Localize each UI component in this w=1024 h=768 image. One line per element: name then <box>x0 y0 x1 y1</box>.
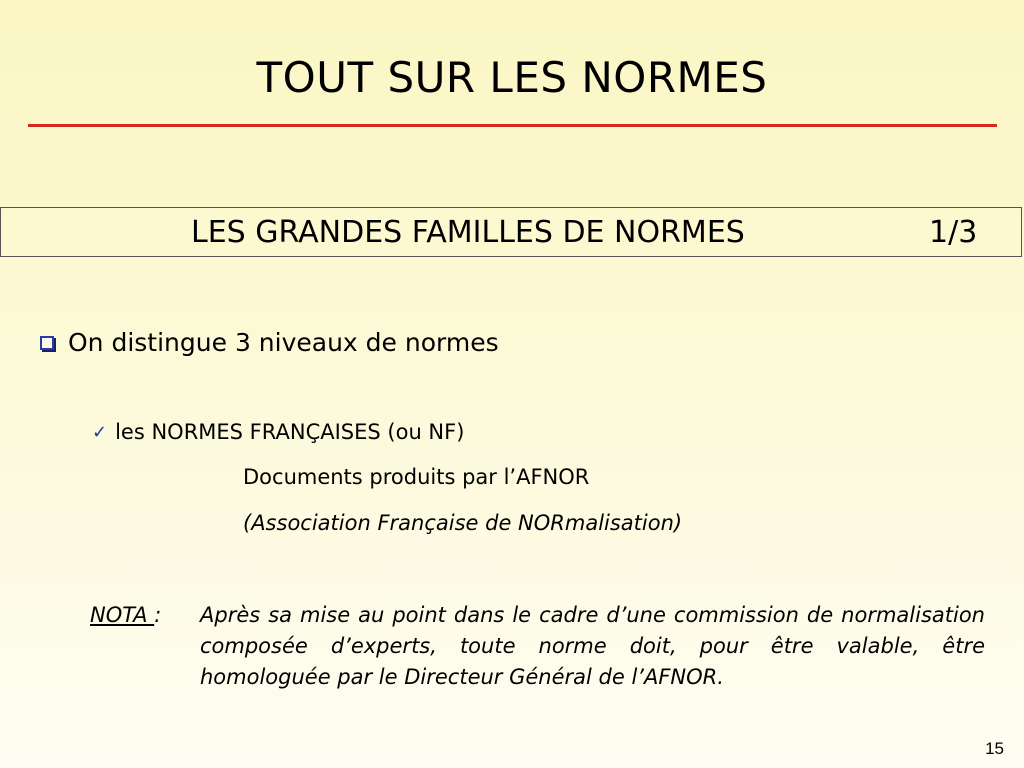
nota-label-text: NOTA <box>90 603 155 627</box>
nota-label <box>90 600 161 631</box>
slide-title: TOUT SUR LES NORMES <box>256 53 768 102</box>
checkmark-icon: ✓ <box>92 422 108 443</box>
nota-text: Après sa mise au point dans le cadre d’une commission de normalisation composée d’experts, toute norme doit, pour être valable, être homologuée par le Directeur Général de l’AFNOR. <box>200 603 985 689</box>
bullet-text: On distingue 3 niveaux de normes <box>68 328 499 357</box>
sub-item-nf <box>92 417 464 448</box>
subtitle-box <box>0 207 1022 257</box>
page-number: 15 <box>985 739 1004 758</box>
checkbox-bullet-icon <box>40 336 54 350</box>
nota-separator: : <box>154 603 162 627</box>
subtitle-text: LES GRANDES FAMILLES DE NORMES <box>191 215 745 250</box>
subtitle-page-indicator: 1/3 <box>929 215 978 250</box>
bullet-item <box>40 325 499 361</box>
sub-item-text: les NORMES FRANÇAISES (ou NF) <box>115 420 465 444</box>
sub-item-association: (Association Française de NORmalisation) <box>243 511 683 535</box>
title-divider <box>28 124 997 127</box>
sub-item-description: Documents produits par l’AFNOR <box>243 465 590 489</box>
